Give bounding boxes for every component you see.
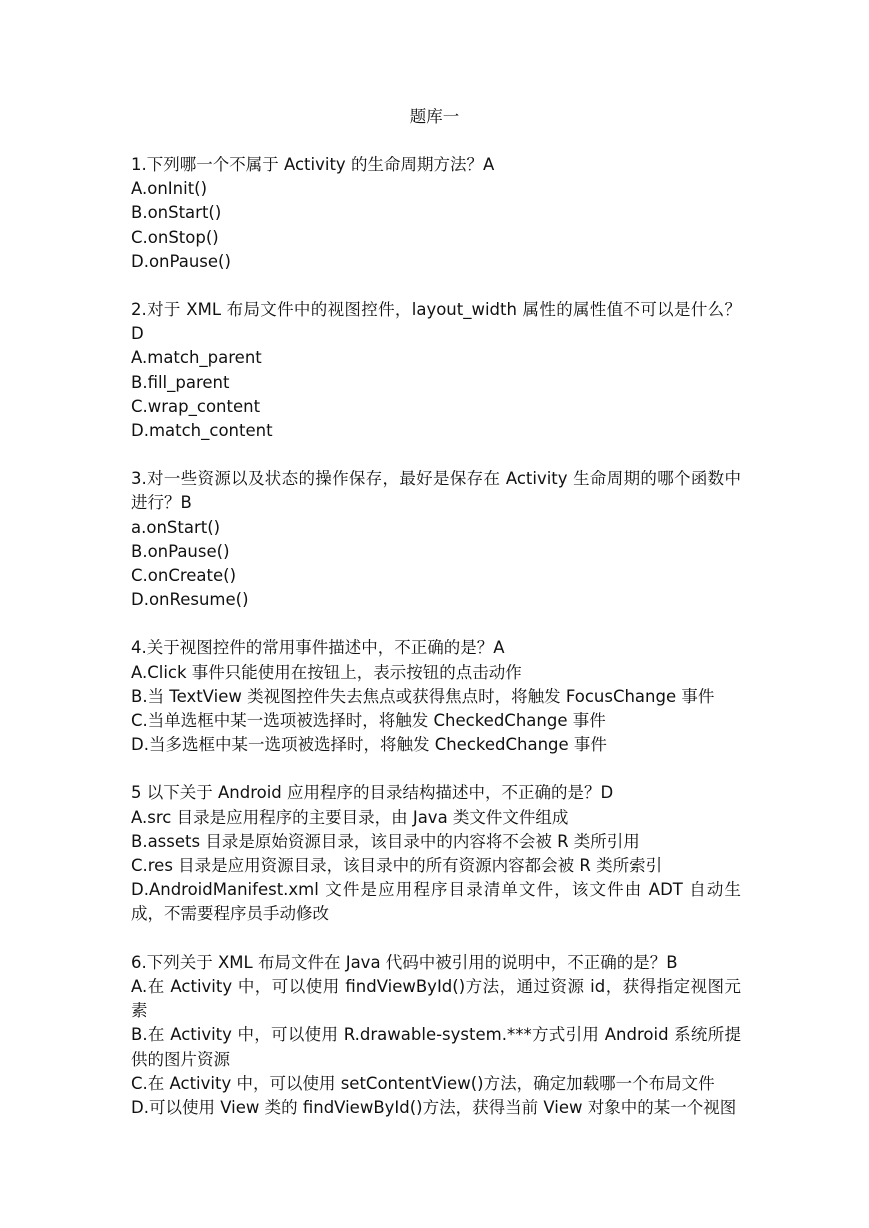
- option-d: D.AndroidManifest.xml 文件是应用程序目录清单文件，该文件由 ADT 自动生成，不需要程序员手动修改: [131, 880, 741, 924]
- option-c: C.在 Activity 中，可以使用 setContentView()方法，确定加载哪一个布局文件: [131, 1073, 715, 1093]
- option-d: D.当多选框中某一选项被选择时，将触发 CheckedChange 事件: [131, 735, 607, 755]
- option-b: B.onPause(): [131, 541, 230, 561]
- option-b: B.在 Activity 中，可以使用 R.drawable-system.***方式引用 Android 系统所提供的图片资源: [131, 1025, 741, 1069]
- question-stem: 2.对于 XML 布局文件中的视图控件，layout_width 属性的属性值不可以是什么？D: [131, 300, 741, 344]
- question-stem: 6.下列关于 XML 布局文件在 Java 代码中被引用的说明中，不正确的是？B: [131, 952, 678, 972]
- option-a: A.onInit(): [131, 179, 208, 199]
- option-c: C.当单选框中某一选项被选择时，将触发 CheckedChange 事件: [131, 711, 606, 731]
- question-stem: 3.对一些资源以及状态的操作保存，最好是保存在 Activity 生命周期的哪个函数中进行？B: [131, 469, 741, 513]
- option-b: B.onStart(): [131, 203, 222, 223]
- question-4: [131, 636, 741, 757]
- option-b: B.assets 目录是原始资源目录，该目录中的内容将不会被 R 类所引用: [131, 831, 640, 851]
- question-stem: 5 以下关于 Android 应用程序的目录结构描述中，不正确的是？D: [131, 783, 614, 803]
- question-1: [131, 153, 741, 274]
- option-a: A.在 Activity 中，可以使用 findViewById()方法，通过资源 id，获得指定视图元素: [131, 976, 741, 1021]
- option-c: C.wrap_content: [131, 396, 261, 416]
- option-b: B.fill_parent: [131, 372, 230, 392]
- option-c: C.res 目录是应用资源目录，该目录中的所有资源内容都会被 R 类所索引: [131, 856, 663, 876]
- option-d: D.可以使用 View 类的 findViewById()方法，获得当前 View 对象中的某一个视图: [131, 1097, 737, 1117]
- option-a: A.Click 事件只能使用在按钮上，表示按钮的点击动作: [131, 662, 522, 682]
- option-d: D.onResume(): [131, 590, 249, 610]
- option-a: A.src 目录是应用程序的主要目录，由 Java 类文件文件组成: [131, 807, 569, 827]
- option-d: D.match_content: [131, 421, 273, 441]
- question-list: [131, 153, 741, 1120]
- question-6: [131, 951, 741, 1120]
- option-b: B.当 TextView 类视图控件失去焦点或获得焦点时，将触发 FocusChange 事件: [131, 686, 715, 706]
- question-stem: 4.关于视图控件的常用事件描述中，不正确的是？A: [131, 638, 505, 658]
- option-c: C.onStop(): [131, 227, 219, 247]
- question-3: [131, 467, 741, 612]
- question-5: [131, 781, 741, 926]
- option-d: D.onPause(): [131, 251, 231, 271]
- option-c: C.onCreate(): [131, 566, 237, 586]
- document-title: 题库一: [409, 107, 460, 126]
- option-a: a.onStart(): [131, 517, 221, 537]
- option-a: A.match_parent: [131, 348, 262, 368]
- question-2: [131, 298, 741, 443]
- question-stem: 1.下列哪一个不属于 Activity 的生命周期方法？A: [131, 155, 495, 174]
